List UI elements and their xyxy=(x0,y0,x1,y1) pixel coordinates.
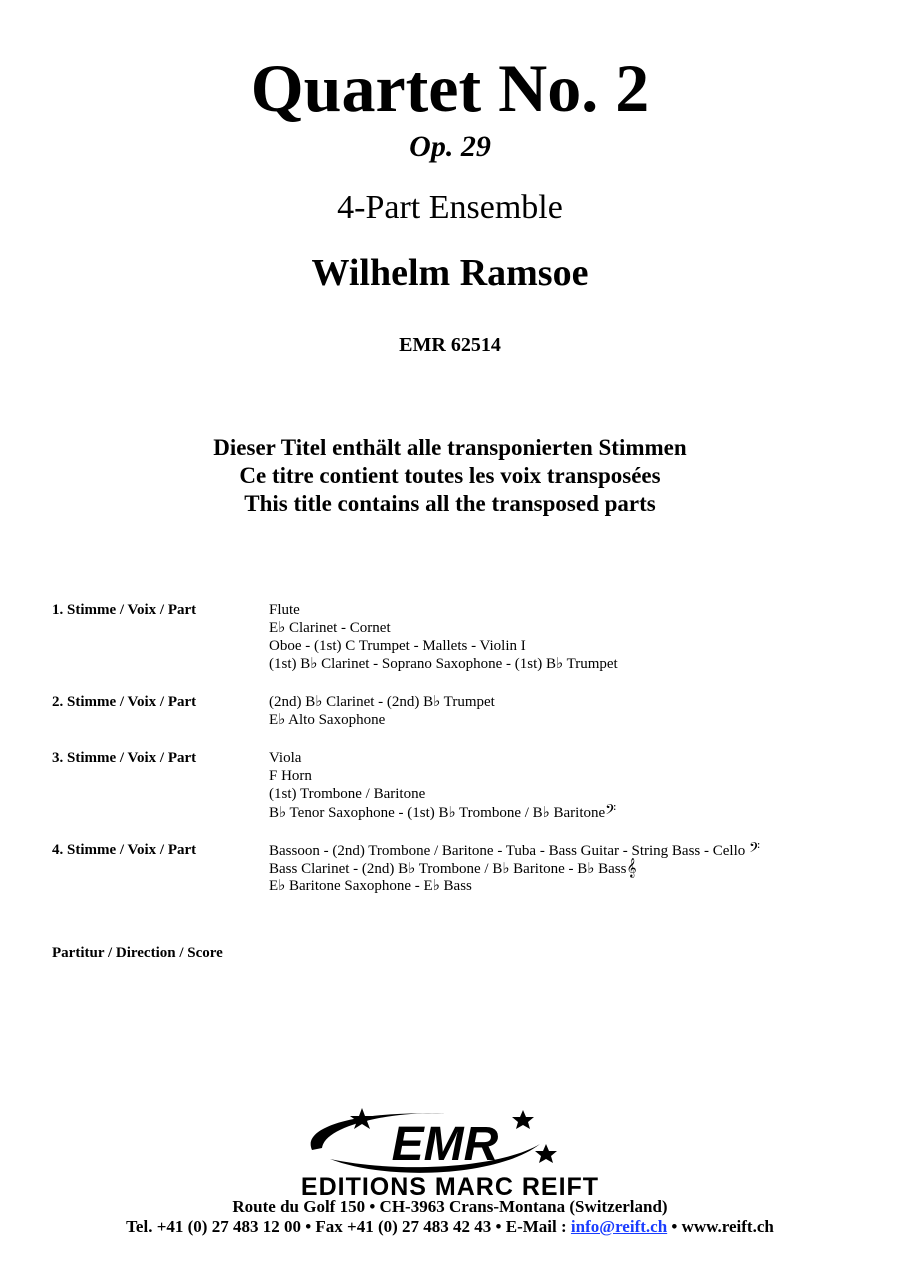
publisher-address: Route du Golf 150 • CH-3963 Crans-Montana (Switzerland) xyxy=(232,1197,668,1216)
contact-website: • www.reift.ch xyxy=(667,1217,774,1236)
parts-list xyxy=(52,601,852,915)
instrument-text: Bassoon - (2nd) Trombone / Baritone - Tuba - Bass Guitar - String Bass - Cello xyxy=(269,843,746,859)
emr-logo xyxy=(240,1104,660,1200)
bass-clef-icon: 𝄢 xyxy=(605,802,617,822)
transposed-parts-notice xyxy=(0,434,900,518)
notice-french: Ce titre contient toutes les voix transposées xyxy=(239,463,661,488)
logo-text: EMR xyxy=(391,1118,499,1171)
notice-english: This title contains all the transposed parts xyxy=(244,491,656,516)
publisher-name: EDITIONS MARC REIFT xyxy=(300,1173,600,1200)
logo-star-icon xyxy=(512,1110,534,1129)
publisher-contact xyxy=(0,1217,900,1237)
instrument-line: E♭ Baritone Saxophone - E♭ Bass xyxy=(269,878,472,894)
part-instruments xyxy=(269,693,852,729)
instrument-line: F Horn xyxy=(269,768,312,784)
email-link[interactable]: info@reift.ch xyxy=(570,1217,668,1236)
instrument-line xyxy=(269,841,852,859)
title: Quartet No. 2 xyxy=(250,50,650,126)
instrument-line: Flute xyxy=(269,602,300,618)
part-label: 1. Stimme / Voix / Part xyxy=(52,602,197,618)
notice-german: Dieser Titel enthält alle transponierten Stimmen xyxy=(213,435,687,460)
instrument-line: (1st) Trombone / Baritone xyxy=(269,786,426,802)
composer-name: Wilhelm Ramsoe xyxy=(311,252,589,294)
ensemble-type: 4-Part Ensemble xyxy=(337,189,563,226)
instrument-line xyxy=(269,859,852,877)
score-label: Partitur / Direction / Score xyxy=(52,945,223,961)
opus-number: Op. 29 xyxy=(409,130,491,163)
part-label: 3. Stimme / Voix / Part xyxy=(52,750,197,766)
part-4 xyxy=(52,841,852,895)
part-instruments xyxy=(269,601,852,673)
instrument-line: E♭ Clarinet - Cornet xyxy=(269,620,391,636)
instrument-line: (1st) B♭ Clarinet - Soprano Saxophone - (1st) B♭ Trumpet xyxy=(269,656,618,672)
logo-star-icon xyxy=(535,1144,557,1163)
instrument-line: E♭ Alto Saxophone xyxy=(269,712,386,728)
instrument-line: (2nd) B♭ Clarinet - (2nd) B♭ Trumpet xyxy=(269,694,495,710)
treble-clef-icon: 𝄞 xyxy=(626,858,637,878)
part-label: 4. Stimme / Voix / Part xyxy=(52,842,197,858)
bass-clef-icon: 𝄢 xyxy=(749,840,760,860)
contact-phone-fax: Tel. +41 (0) 27 483 12 00 • Fax +41 (0) 27 483 42 43 • E-Mail : xyxy=(126,1217,571,1236)
part-1 xyxy=(52,601,852,673)
part-2 xyxy=(52,693,852,729)
catalog-number: EMR 62514 xyxy=(399,334,501,356)
logo-star-icon xyxy=(350,1108,374,1129)
instrument-text: B♭ Tenor Saxophone - (1st) B♭ Trombone / B♭ Baritone xyxy=(269,805,606,821)
part-label: 2. Stimme / Voix / Part xyxy=(52,694,197,710)
part-instruments xyxy=(269,749,852,821)
instrument-line: Oboe - (1st) C Trumpet - Mallets - Violin I xyxy=(269,638,526,654)
part-instruments xyxy=(269,841,852,895)
instrument-line: Viola xyxy=(269,750,302,766)
instrument-line xyxy=(269,803,852,821)
part-3 xyxy=(52,749,852,821)
instrument-text: Bass Clarinet - (2nd) B♭ Trombone / B♭ Baritone - B♭ Bass xyxy=(269,861,627,877)
